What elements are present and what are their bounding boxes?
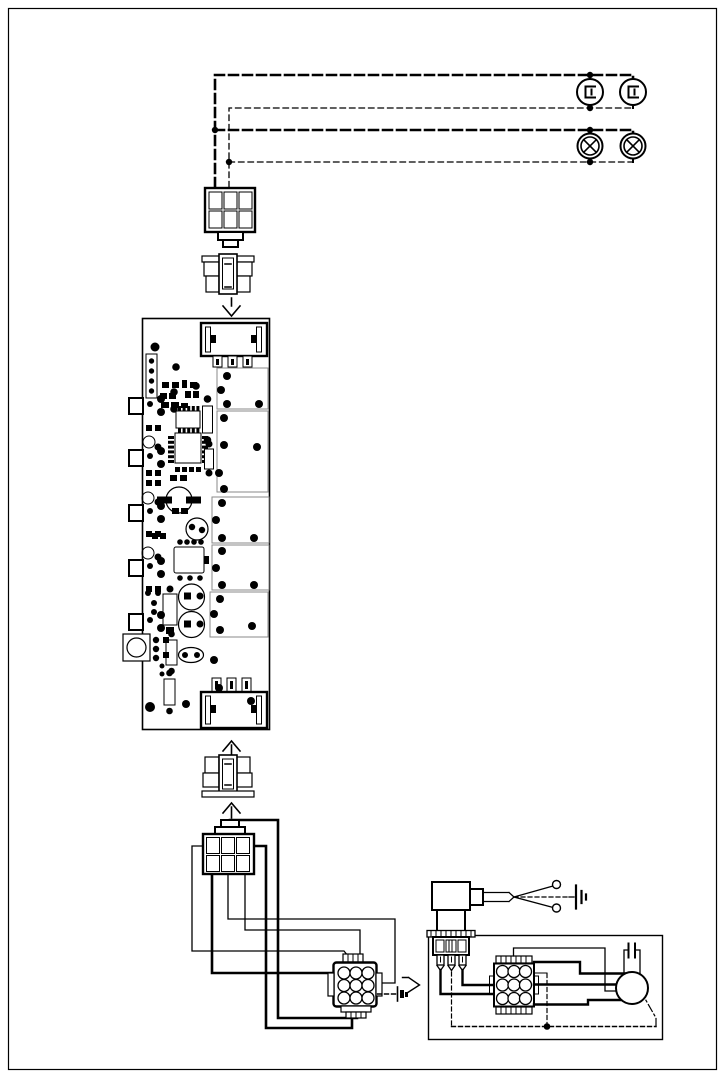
motor (616, 972, 648, 1004)
disconnect-symbol (378, 978, 420, 1002)
ring-terminal-1 (553, 881, 561, 889)
plug-connector-top (202, 254, 254, 294)
lamp-symbol-1 (578, 134, 603, 159)
bus-line-2 (229, 108, 633, 187)
transistor-1 (186, 518, 208, 540)
ground-symbol-1 (569, 886, 586, 909)
connector-6pin-top (205, 188, 255, 247)
wire-2 (212, 874, 333, 973)
valve-wire-1 (441, 970, 495, 994)
valve-prongs (437, 955, 466, 971)
bus-line-4 (229, 159, 633, 162)
flow-arrow-up-icon-2 (223, 803, 240, 818)
connector-9pin-motor (490, 956, 539, 1014)
bus-line-3 (215, 130, 633, 133)
connector-6pin-bottom (203, 820, 254, 874)
lamp-symbol-2 (621, 134, 646, 159)
ring-terminal-2 (553, 904, 561, 912)
motor-assembly (427, 881, 663, 1040)
page-border (9, 9, 717, 1070)
motor-capacitor (624, 944, 640, 975)
ic-1 (176, 406, 200, 433)
transistor-2 (179, 648, 204, 663)
switch-symbol-1 (577, 79, 603, 105)
pin-header (146, 354, 157, 398)
wire-4 (245, 874, 360, 957)
flow-arrow-down-icon (223, 298, 240, 316)
buzzer (123, 634, 150, 661)
plug-connector-bottom (202, 755, 254, 797)
connector-9pin-harness (328, 954, 382, 1018)
switch-symbol-2 (620, 79, 646, 105)
pcb-edge-tabs (129, 398, 143, 630)
indicator-circuit (212, 72, 646, 187)
power-transistor-1 (179, 584, 205, 610)
control-board (123, 319, 270, 730)
connection-arrow-icon (403, 978, 420, 994)
power-transistor-2 (179, 612, 205, 638)
junction-dots (212, 72, 593, 165)
